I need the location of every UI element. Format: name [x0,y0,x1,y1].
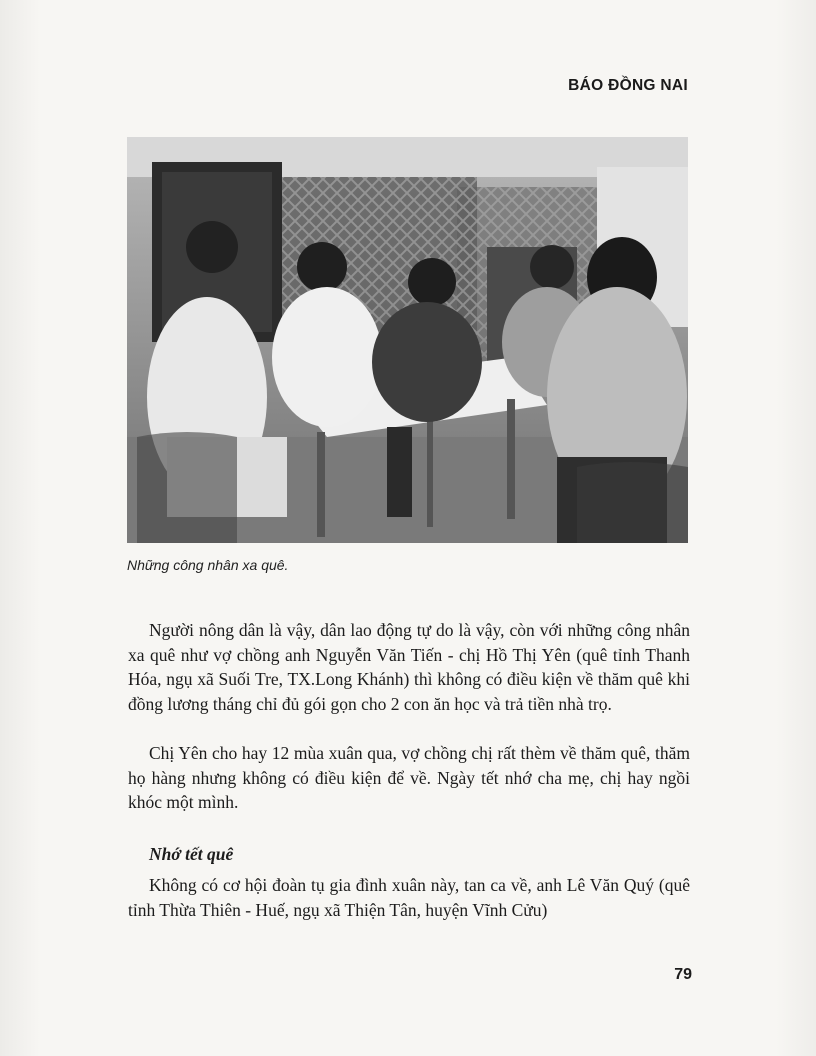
page-number: 79 [674,966,692,983]
workers-photo [127,137,688,543]
body-paragraph: Chị Yên cho hay 12 mùa xuân qua, vợ chồng chị rất thèm về thăm quê, thăm họ hàng nhưng không có điều kiện để về. Ngày tết nhớ cha mẹ, chị hay ngồi khóc một mình. [128,743,690,812]
photo-caption: Những công nhân xa quê. [127,557,289,573]
body-paragraph: Người nông dân là vậy, dân lao động tự do là vậy, còn với những công nhân xa quê như vợ chồng anh Nguyễn Văn Tiến - chị Hồ Thị Yên (quê tỉnh Thanh Hóa, ngụ xã Suối Tre, TX.Long Khánh) thì không có điều kiện về thăm quê khi đồng lương tháng chỉ đủ gói gọn cho 2 con ăn học và trả tiền nhà trọ. [128,620,690,714]
body-paragraph: Không có cơ hội đoàn tụ gia đình xuân này, tan ca về, anh Lê Văn Quý (quê tỉnh Thừa Thiên - Huế, ngụ xã Thiện Tân, huyện Vĩnh Cửu) [128,875,690,920]
running-head: BÁO ĐỒNG NAI [568,77,688,94]
section-heading: Nhớ tết quê [149,844,234,864]
